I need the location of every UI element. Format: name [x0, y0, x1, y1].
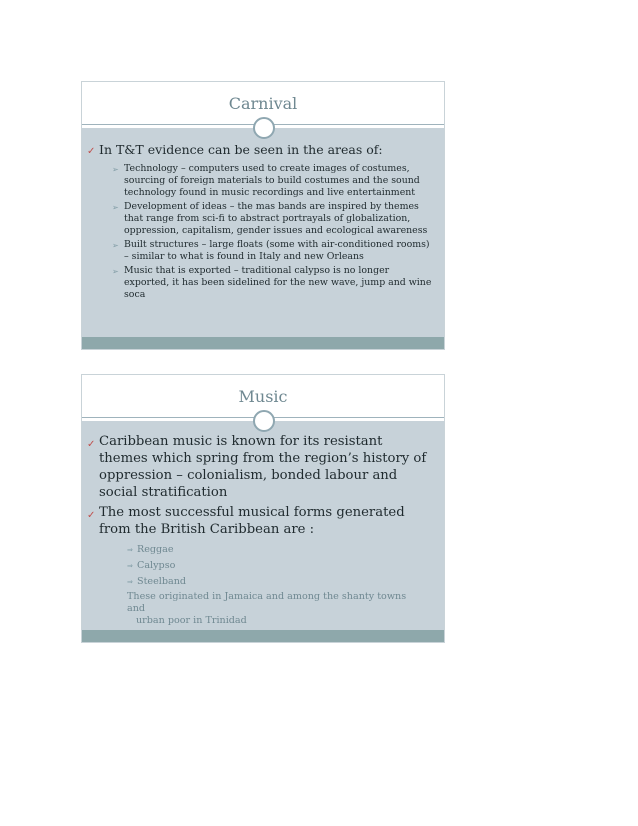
origin-note-line: These originated in Jamaica and among the shanty towns and: [127, 591, 407, 614]
arrow-bullet-icon: ➢: [112, 165, 119, 174]
arrow-bullet-icon: ➢: [112, 241, 119, 250]
slide-footer-bar: [82, 337, 444, 349]
subpoint-text: Development of ideas – the mas bands are inspired by themes that range from sci-fi to abstract portrayals of globalization, oppression, capitalism, gender issues and ecological awareness: [124, 201, 428, 236]
music-form: Steelband: [137, 576, 187, 587]
origin-note: [82, 591, 444, 627]
slide-title: Music: [238, 387, 288, 406]
slide-footer-bar: [82, 630, 444, 642]
music-forms-list: [82, 542, 444, 590]
arrow-bullet-icon: ➢: [112, 267, 119, 276]
main-bullet-text: The most successful musical forms generated from the British Caribbean are :: [99, 505, 405, 537]
main-bullet: [82, 142, 444, 160]
main-bullet-text: In T&T evidence can be seen in the areas of:: [99, 142, 383, 157]
list-item: [112, 239, 434, 263]
circle-ornament-icon: [253, 117, 275, 139]
list-item: [112, 163, 434, 199]
check-icon: ✓: [87, 510, 96, 521]
list-item: [127, 542, 444, 558]
origin-note-line: urban poor in Trinidad: [136, 615, 247, 626]
list-item: [127, 558, 444, 574]
double-arrow-icon: ⇒: [127, 546, 133, 554]
music-form: Reggae: [137, 544, 174, 555]
check-icon: ✓: [87, 146, 96, 157]
slide-carnival: [81, 81, 445, 350]
music-form: Calypso: [137, 560, 176, 571]
subpoint-text: Technology – computers used to create images of costumes, sourcing of foreign materials to build costumes and the sound technology found in music recordings and live entertainment: [124, 163, 420, 198]
double-arrow-icon: ⇒: [127, 562, 133, 570]
circle-ornament-icon: [253, 410, 275, 432]
slide-music: [81, 374, 445, 643]
list-item: [112, 265, 434, 301]
check-icon: ✓: [87, 439, 96, 450]
subpoint-text: Built structures – large floats (some with air-conditioned rooms) – similar to what is found in Italy and new Orleans: [124, 239, 430, 262]
subpoint-list: [82, 163, 444, 301]
list-item: [112, 201, 434, 237]
list-item: [127, 574, 444, 590]
main-bullet: [82, 433, 444, 501]
slide-content: [82, 142, 444, 303]
subpoint-text: Music that is exported – traditional calypso is no longer exported, it has been sidelined for the new wave, jump and wine soca: [124, 265, 432, 300]
slide-title: Carnival: [228, 94, 298, 113]
main-bullet-text: Caribbean music is known for its resistant themes which spring from the region’s history of oppression – colonialism, bonded labour and social stratification: [99, 434, 427, 500]
arrow-bullet-icon: ➢: [112, 203, 119, 212]
slide-content: [82, 433, 444, 627]
main-bullet: [82, 504, 444, 538]
double-arrow-icon: ⇒: [127, 578, 133, 586]
